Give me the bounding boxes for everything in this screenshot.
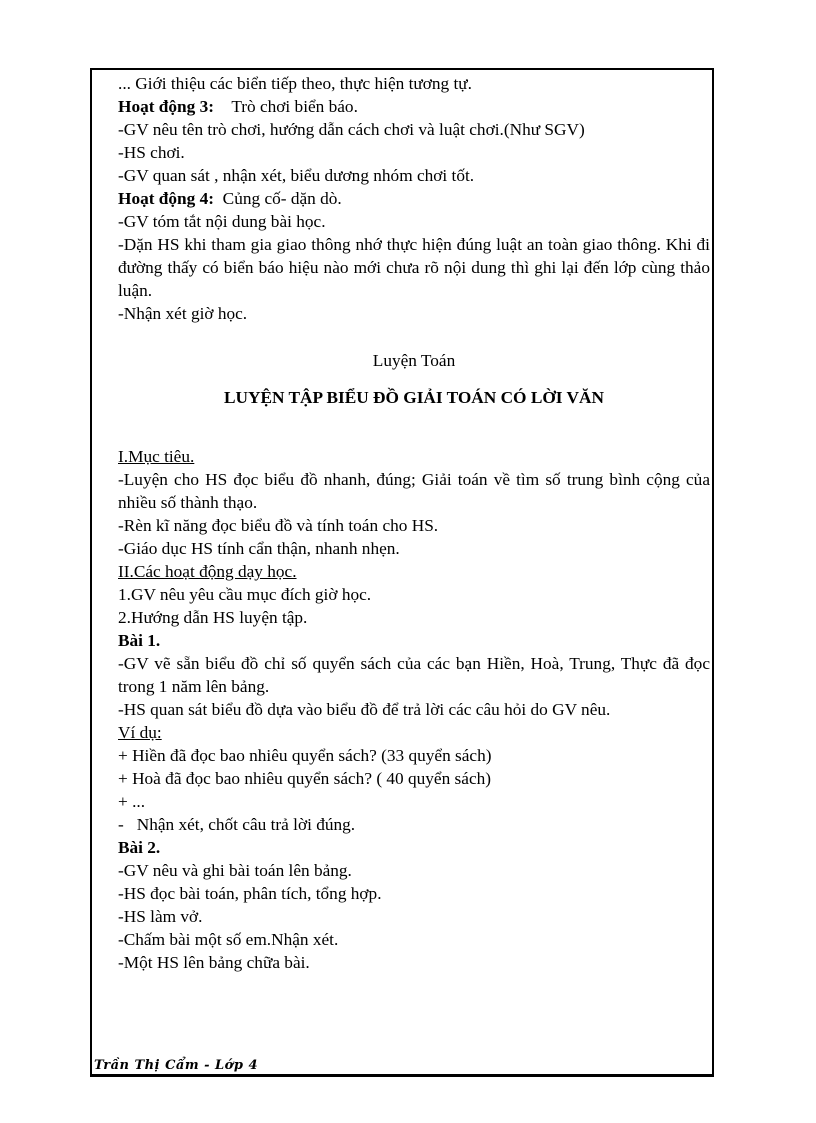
example-heading: Ví dụ:: [118, 723, 162, 742]
footer-author: Trần Thị Cẩm - Lớp 4: [94, 1058, 259, 1073]
exercise-2-text: -HS làm vở.: [118, 907, 203, 926]
example-item: + Hoà đã đọc bao nhiêu quyển sách? ( 40 quyển sách): [118, 769, 492, 788]
objective-item: -Giáo dục HS tính cẩn thận, nhanh nhẹn.: [118, 539, 400, 558]
activity-item: 2.Hướng dẫn HS luyện tập.: [118, 608, 308, 627]
exercise-2-heading: Bài 2.: [118, 838, 161, 857]
footer-divider: [90, 1074, 714, 1076]
text-line: -GV nêu tên trò chơi, hướng dẫn cách chơi và luật chơi.(Như SGV): [118, 120, 585, 139]
example-item: + ...: [118, 792, 146, 811]
activity-3: [118, 95, 710, 118]
lesson-subject: Luyện Toán: [372, 351, 456, 370]
lesson-title: LUYỆN TẬP BIỂU ĐỒ GIẢI TOÁN CÓ LỜI VĂN: [224, 388, 604, 407]
activity-4: [118, 187, 710, 210]
intro-line: ... Giới thiệu các biển tiếp theo, thực hiện tương tự.: [118, 74, 472, 93]
text-line: -Nhận xét giờ học.: [118, 304, 248, 323]
document-body: [118, 72, 710, 974]
exercise-1-text: -GV vẽ sẵn biểu đồ chỉ số quyển sách của các bạn Hiền, Hoà, Trung, Thực đã đọc trong 1 năm lên bảng.: [118, 654, 710, 696]
exercise-2-text: -GV nêu và ghi bài toán lên bảng.: [118, 861, 352, 880]
objective-item: -Luyện cho HS đọc biểu đồ nhanh, đúng; Giải toán về tìm số trung bình cộng của nhiều số thành thạo.: [118, 470, 710, 512]
objectives-heading: I.Mục tiêu.: [118, 447, 195, 466]
activity-4-label: Hoạt động 4:: [118, 189, 215, 208]
exercise-2-text: -Chấm bài một số em.Nhận xét.: [118, 930, 339, 949]
activity-item: 1.GV nêu yêu cầu mục đích giờ học.: [118, 585, 372, 604]
text-line: -HS chơi.: [118, 143, 185, 162]
activity-3-text: Trò chơi biển báo.: [231, 97, 358, 116]
example-item: + Hiền đã đọc bao nhiêu quyển sách? (33 quyển sách): [118, 746, 492, 765]
activities-heading: II.Các hoạt động dạy học.: [118, 562, 297, 581]
exercise-2-text: -Một HS lên bảng chữa bài.: [118, 953, 310, 972]
text-paragraph: -Dặn HS khi tham gia giao thông nhớ thực hiện đúng luật an toàn giao thông. Khi đi đường thấy có biển báo hiệu nào mới chưa rõ nội dung thì ghi lại đến lớp cùng thảo luận.: [118, 235, 710, 300]
objective-item: -Rèn kĩ năng đọc biểu đồ và tính toán cho HS.: [118, 516, 439, 535]
text-line: -GV quan sát , nhận xét, biểu dương nhóm chơi tốt.: [118, 166, 475, 185]
exercise-1-text: -HS quan sát biểu đồ dựa vào biểu đồ để trả lời các câu hỏi do GV nêu.: [118, 700, 611, 719]
exercise-2-text: -HS đọc bài toán, phân tích, tổng hợp.: [118, 884, 382, 903]
activity-4-text: Củng cố- dặn dò.: [222, 189, 342, 208]
text-line: -GV tóm tắt nội dung bài học.: [118, 212, 326, 231]
exercise-1-conclusion: - Nhận xét, chốt câu trả lời đúng.: [118, 815, 356, 834]
activity-3-label: Hoạt động 3:: [118, 97, 215, 116]
exercise-1-heading: Bài 1.: [118, 631, 161, 650]
